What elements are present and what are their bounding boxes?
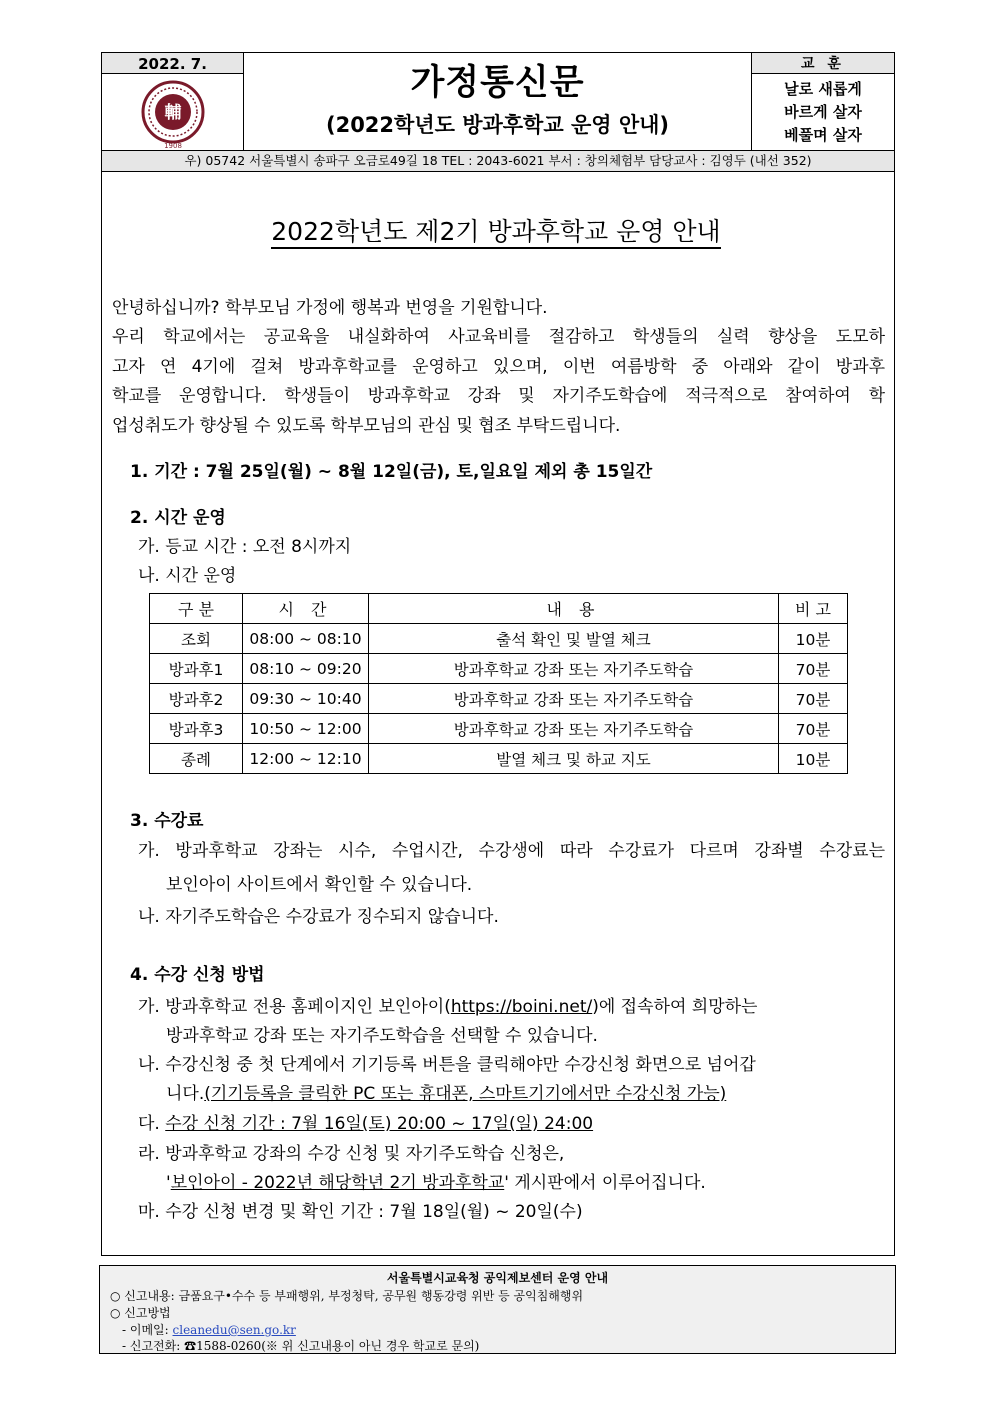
- cell: 12:00 ~ 12:10: [243, 744, 369, 774]
- footer-line: ○ 신고방법: [110, 1306, 171, 1320]
- fee-line: 나. 자기주도학습은 수강료가 징수되지 않습니다.: [138, 907, 499, 927]
- motto-line: 바르게 살자: [784, 103, 862, 121]
- intro-line: 고자 연 4기에 걸쳐 방과후학교를 운영하고 있으며, 이번 여름방학 중 아래와 같이 방과후: [112, 357, 885, 377]
- cell: 조회: [150, 624, 243, 654]
- apply-line: 니다.(기기등록을 클릭한 PC 또는 휴대폰, 스마트기기에서만 수강신청 가능): [166, 1084, 727, 1104]
- col-header: 비 고: [779, 594, 848, 624]
- fee-line: 가. 방과후학교 강좌는 시수, 수업시간, 수강생에 따라 수강료가 다르며 강좌별 수강료는: [138, 841, 885, 861]
- table-row: [150, 714, 848, 744]
- arrival-time: 가. 등교 시간 : 오전 8시까지: [138, 537, 352, 557]
- cell: 10분: [779, 624, 848, 654]
- intro-line: 업성취도가 향상될 수 있도록 학부모님의 관심 및 협조 부탁드립니다.: [112, 416, 621, 436]
- apply-line: 나. 수강신청 중 첫 단계에서 기기등록 버튼을 클릭해야만 수강신청 화면으로 넘어갑: [138, 1055, 756, 1075]
- table-row: [150, 624, 848, 654]
- cell: 10:50 ~ 12:00: [243, 714, 369, 744]
- cell: 08:10 ~ 09:20: [243, 654, 369, 684]
- cell: 70분: [779, 684, 848, 714]
- footer-line: ○ 신고내용: 금품요구•수수 등 부패행위, 부정청탁, 공무원 행동강령 위반 등 공익침해행위: [110, 1289, 584, 1303]
- col-header: 내 용: [369, 594, 779, 624]
- cell: 방과후학교 강좌 또는 자기주도학습: [369, 684, 779, 714]
- time-schedule-label: 나. 시간 운영: [138, 566, 237, 586]
- table-row: [150, 654, 848, 684]
- footer-title: 서울특별시교육청 공익제보센터 운영 안내: [386, 1271, 609, 1285]
- cell: 08:00 ~ 08:10: [243, 624, 369, 654]
- cell: 09:30 ~ 10:40: [243, 684, 369, 714]
- intro-line: 학교를 운영합니다. 학생들이 방과후학교 강좌 및 자기주도학습에 적극적으로 참여하여 학: [112, 386, 885, 406]
- cell: 방과후학교 강좌 또는 자기주도학습: [369, 714, 779, 744]
- logo-text: 輔: [164, 103, 182, 123]
- footer-line: - 이메일: cleanedu@sen.go.kr: [122, 1323, 296, 1337]
- intro-line: 우리 학교에서는 공교육을 내실화하여 사교육비를 절감하고 학생들의 실력 향상을 도모하: [112, 327, 885, 347]
- section-period: 1. 기간 : 7월 25일(월) ~ 8월 12일(금), 토,일요일 제외 총 15일간: [130, 462, 653, 482]
- motto-line: 날로 새롭게: [784, 80, 862, 98]
- col-header: 시 간: [243, 594, 369, 624]
- table-row: [150, 684, 848, 714]
- cell: 70분: [779, 654, 848, 684]
- school-logo-cell: [101, 73, 244, 151]
- cell: 방과후3: [150, 714, 243, 744]
- cell: 10분: [779, 744, 848, 774]
- newsletter-subtitle: (2022학년도 방과후학교 운영 안내): [325, 113, 669, 137]
- schedule-table: [149, 593, 848, 774]
- fee-line: 보인아이 사이트에서 확인할 수 있습니다.: [166, 875, 473, 895]
- apply-line: 방과후학교 강좌 또는 자기주도학습을 선택할 수 있습니다.: [166, 1026, 598, 1046]
- table-header-row: [150, 594, 848, 624]
- cell: 방과후학교 강좌 또는 자기주도학습: [369, 654, 779, 684]
- date-label: 2022. 7.: [101, 52, 244, 74]
- section-time-title: 2. 시간 운영: [130, 508, 226, 528]
- cell: 방과후1: [150, 654, 243, 684]
- footer-notice: [99, 1265, 896, 1354]
- logo-year: 1908: [164, 142, 182, 150]
- cell: 종례: [150, 744, 243, 774]
- change-period: 마. 수강 신청 변경 및 확인 기간 : 7월 18일(월) ~ 20일(수): [138, 1202, 583, 1222]
- col-header: 구 분: [150, 594, 243, 624]
- section-apply-title: 4. 수강 신청 방법: [130, 965, 265, 985]
- cell: 발열 체크 및 하교 지도: [369, 744, 779, 774]
- document-title: 2022학년도 제2기 방과후학교 운영 안내: [0, 212, 992, 248]
- address-bar: 우) 05742 서울특별시 송파구 오금로49길 18 TEL : 2043-6021 부서 : 창의체험부 담당교사 : 김영두 (내선 352): [101, 150, 895, 172]
- motto-label: 교 훈: [751, 52, 895, 74]
- apply-period: 다. 수강 신청 기간 : 7월 16일(토) 20:00 ~ 17일(일) 24:00: [138, 1114, 594, 1134]
- newsletter-title-cell: [243, 52, 752, 151]
- motto-line: 베풀며 살자: [784, 126, 862, 144]
- boini-link[interactable]: https://boini.net/: [450, 997, 593, 1017]
- cell: 70분: [779, 714, 848, 744]
- apply-line: 가. 방과후학교 전용 홈페이지인 보인아이(https://boini.net/)에 접속하여 희망하는: [138, 997, 758, 1017]
- motto-list: [751, 73, 895, 151]
- newsletter-title: 가정통신문: [410, 63, 585, 103]
- intro-line: 안녕하십니까? 학부모님 가정에 행복과 번영을 기원합니다.: [112, 298, 548, 318]
- cell: 출석 확인 및 발열 체크: [369, 624, 779, 654]
- section-fee-title: 3. 수강료: [130, 811, 204, 831]
- email-link[interactable]: cleanedu@sen.go.kr: [172, 1323, 296, 1337]
- cell: 방과후2: [150, 684, 243, 714]
- school-emblem-icon: [102, 73, 245, 151]
- table-row: [150, 744, 848, 774]
- apply-line: 라. 방과후학교 강좌의 수강 신청 및 자기주도학습 신청은,: [138, 1144, 565, 1164]
- apply-line: '보인아이 - 2022년 해당학년 2기 방과후학교' 게시판에서 이루어집니다.: [166, 1173, 706, 1193]
- footer-line: - 신고전화: ☎1588-0260(※ 위 신고내용이 아닌 경우 학교로 문의): [122, 1339, 480, 1353]
